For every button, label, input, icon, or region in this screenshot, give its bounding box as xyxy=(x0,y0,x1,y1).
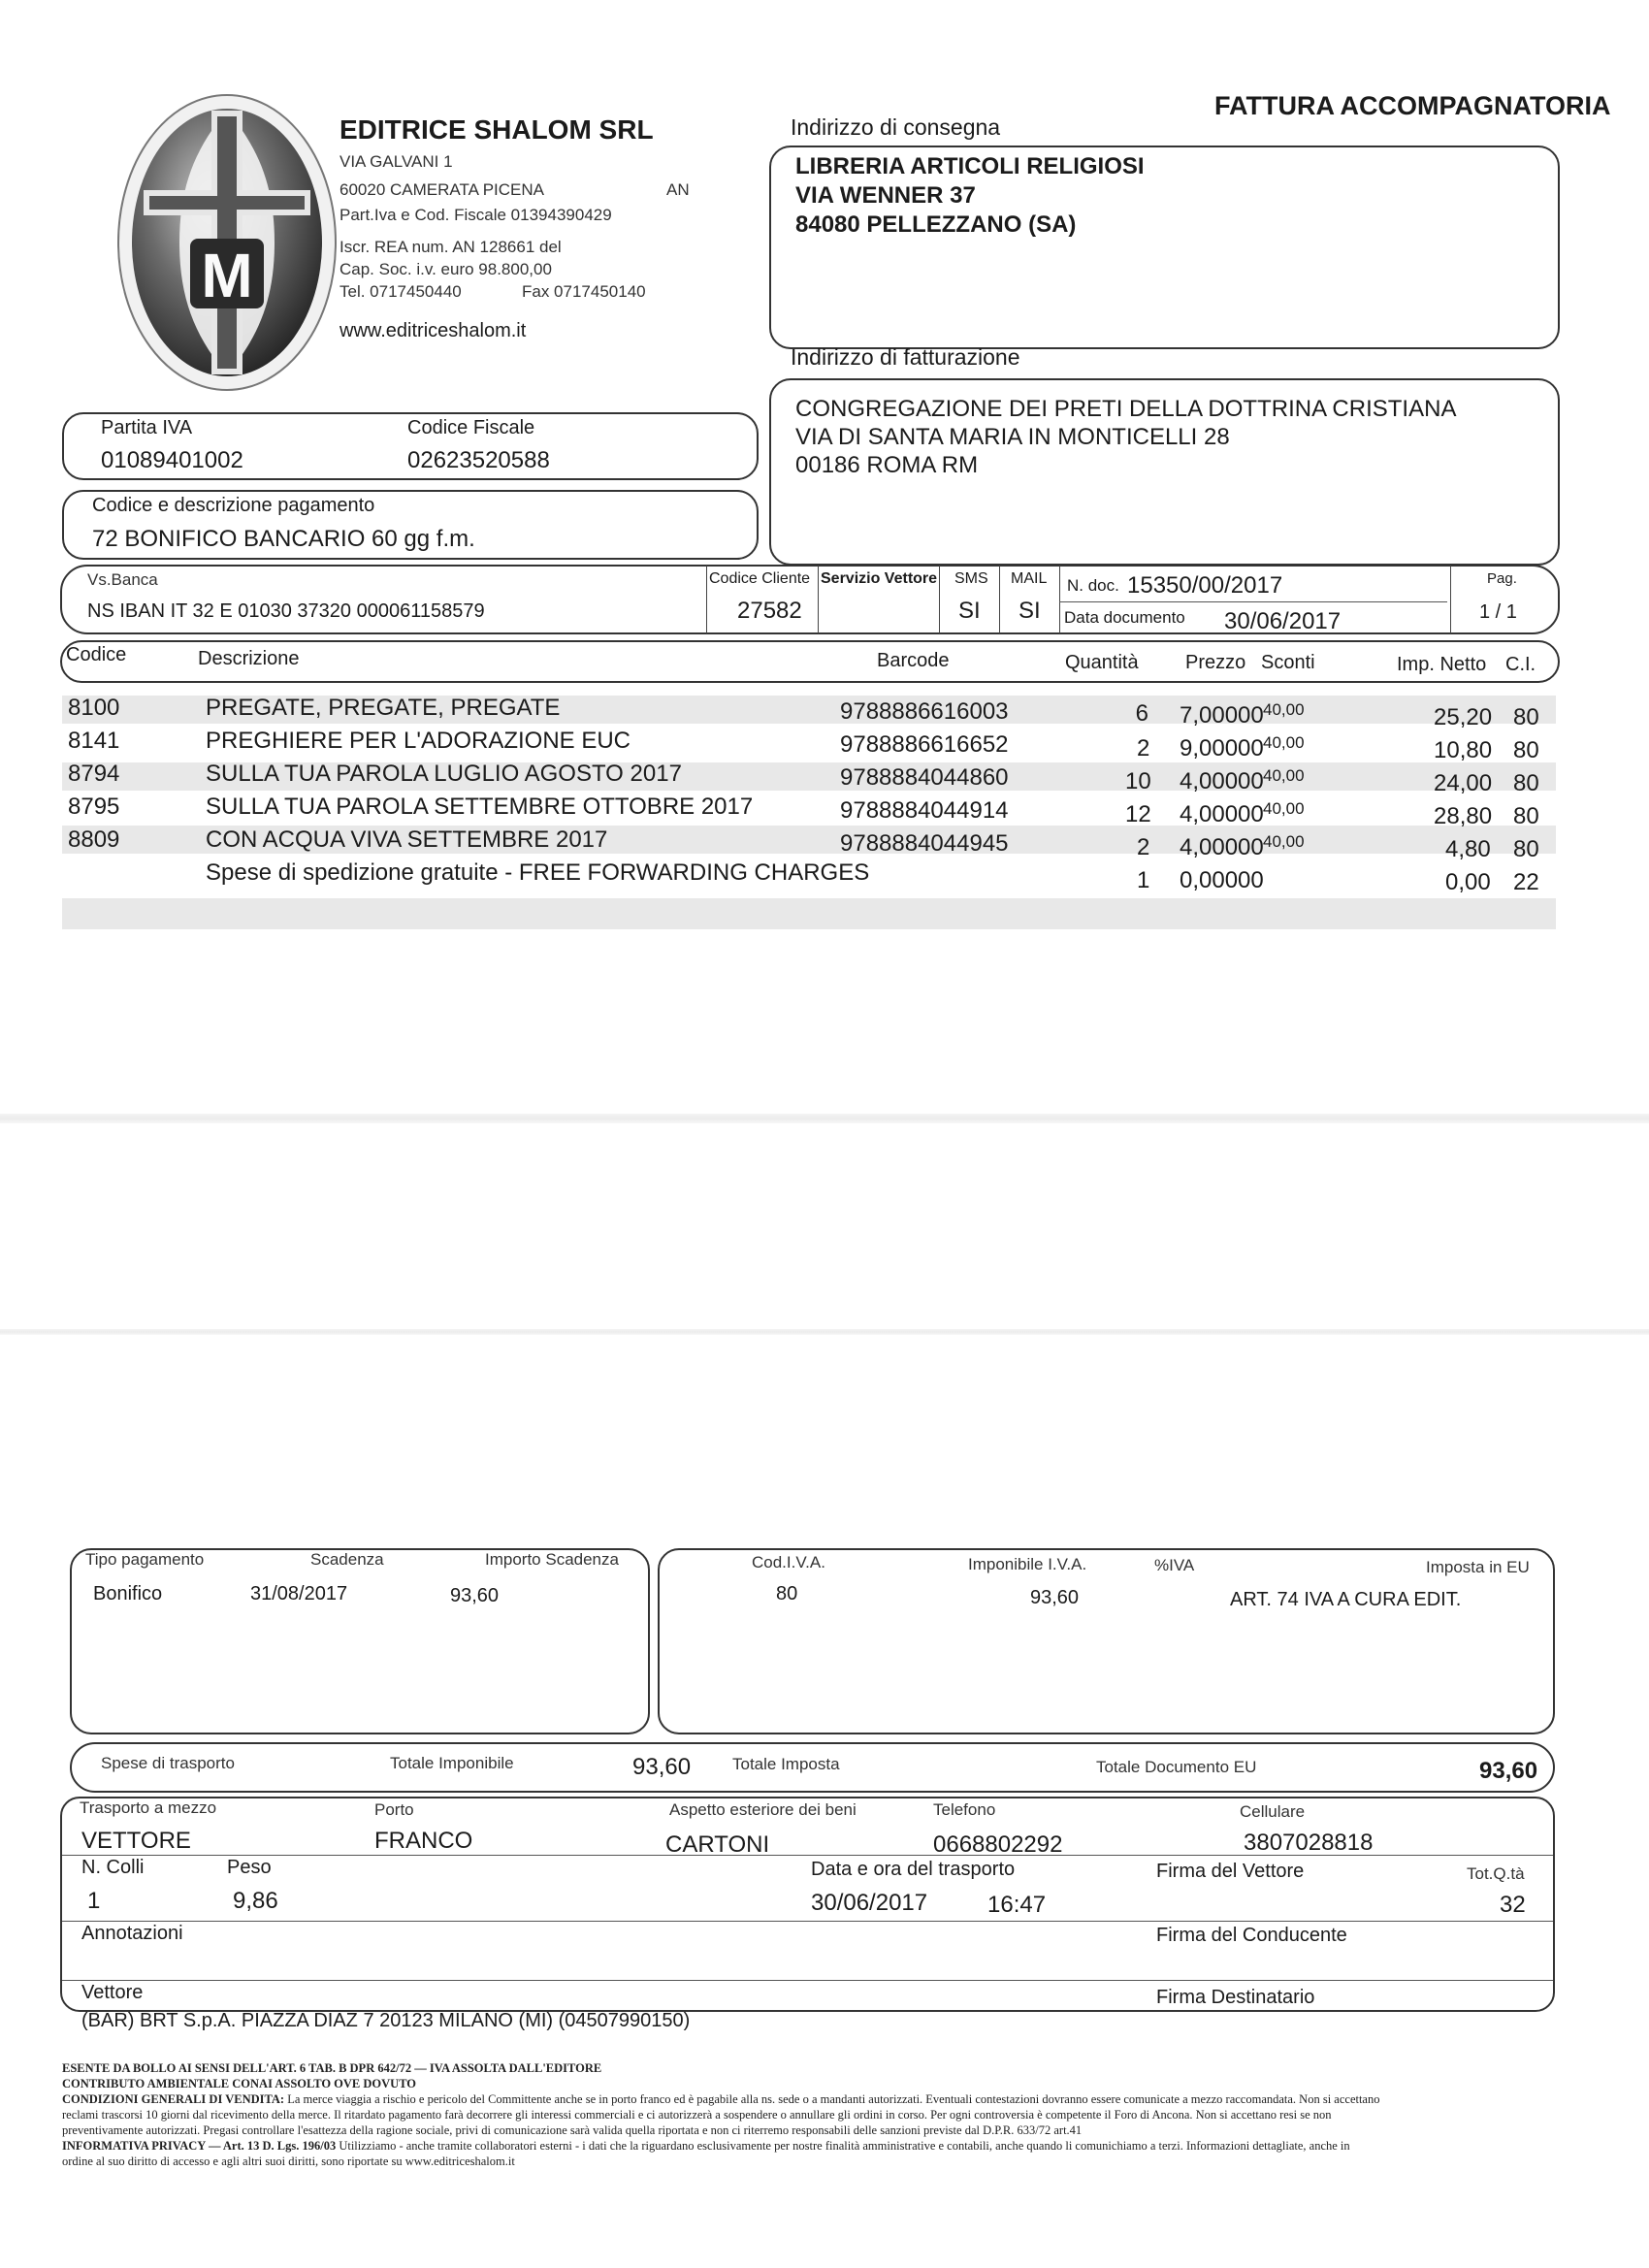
company-capital: Cap. Soc. i.v. euro 98.800,00 xyxy=(340,260,552,278)
item-prezzo: 4,00000 xyxy=(1180,801,1264,827)
disclaimer-conditions-3: preventivamente autorizzati. Pregasi controllare l'esattezza della ragione sociale, privi di comunicazione sarà valida quella riportata e non ci riterremo responsabili delle sanzioni previste dal D.P.R. 633/72 art.41 xyxy=(62,2123,1083,2137)
cod-iva-value: 80 xyxy=(776,1583,798,1604)
header-ci: C.I. xyxy=(1505,654,1536,675)
vettore-value: (BAR) BRT S.p.A. PIAZZA DIAZ 7 20123 MILANO (MI) (04507990150) xyxy=(81,2010,691,2031)
peso-label: Peso xyxy=(227,1857,272,1878)
scadenza-label: Scadenza xyxy=(310,1550,384,1569)
item-imp-netto: 24,00 xyxy=(1434,770,1493,796)
payment-summary-box xyxy=(70,1548,650,1734)
imposta-label: Imposta in EU xyxy=(1426,1558,1530,1576)
item-ci: 80 xyxy=(1513,737,1539,763)
company-phone: Tel. 0717450440 xyxy=(340,282,462,301)
item-sconti: 40,00 xyxy=(1263,766,1305,785)
iban-value: NS IBAN IT 32 E 01030 37320 000061158579 xyxy=(87,600,485,622)
firma-vettore-label: Firma del Vettore xyxy=(1156,1861,1305,1882)
header-sconti: Sconti xyxy=(1261,652,1315,673)
item-descrizione: Spese di spedizione gratuite - FREE FORWARDING CHARGES xyxy=(206,859,870,886)
logo-letter: M xyxy=(201,241,253,310)
disclaimer-conditions-2: reclami trascorsi 10 giorni dal ricevimento della merce. Il ritardato pagamento farà decorrere gli interessi commerciali e ci autorizzerà a sospendere o annullare gli ordini in corso. Per ogni controversia è competente il Foro di Ancona. Non si accettano resi se non xyxy=(62,2108,1332,2122)
data-trasporto-label: Data e ora del trasporto xyxy=(811,1859,1016,1880)
item-quantita: 2 xyxy=(1137,735,1150,761)
item-descrizione: PREGHIERE PER L'ADORAZIONE EUC xyxy=(206,728,630,754)
item-barcode: 9788884044945 xyxy=(840,830,1009,857)
perc-iva-label: %IVA xyxy=(1154,1556,1195,1574)
paper-crease xyxy=(0,1114,1649,1123)
item-codice: 8809 xyxy=(68,826,120,853)
importo-scadenza-value: 93,60 xyxy=(450,1585,500,1606)
colli-value: 1 xyxy=(87,1888,101,1914)
item-quantita: 10 xyxy=(1125,768,1151,794)
iva-summary-box xyxy=(658,1548,1555,1734)
doc-date-label: Data documento xyxy=(1064,608,1185,627)
totale-imponibile-label: Totale Imponibile xyxy=(390,1754,514,1772)
item-ci: 80 xyxy=(1513,770,1539,796)
cod-iva-label: Cod.I.V.A. xyxy=(752,1553,825,1571)
trasporto-mezzo-label: Trasporto a mezzo xyxy=(80,1798,217,1817)
item-imp-netto: 28,80 xyxy=(1434,803,1493,829)
totale-imponibile-value: 93,60 xyxy=(632,1754,692,1780)
item-codice: 8795 xyxy=(68,794,120,820)
document-type: FATTURA ACCOMPAGNATORIA xyxy=(1214,91,1611,120)
sms-label: SMS xyxy=(954,570,988,587)
vettore-label: Vettore xyxy=(81,1982,144,2003)
doc-date-value: 30/06/2017 xyxy=(1224,608,1342,634)
delivery-line-2: VIA WENNER 37 xyxy=(795,182,976,209)
importo-scadenza-label: Importo Scadenza xyxy=(485,1550,619,1569)
company-rea: Iscr. REA num. AN 128661 del xyxy=(340,238,562,256)
tipo-pagamento-label: Tipo pagamento xyxy=(85,1550,205,1569)
item-ci: 80 xyxy=(1513,836,1539,862)
payment-label: Codice e descrizione pagamento xyxy=(92,495,375,516)
item-sconti: 40,00 xyxy=(1263,733,1305,752)
imponibile-label: Imponibile I.V.A. xyxy=(968,1555,1087,1573)
spese-trasporto-label: Spese di trasporto xyxy=(101,1754,235,1772)
company-website: www.editriceshalom.it xyxy=(340,320,527,341)
disclaimer-privacy-1 xyxy=(62,2138,1575,2154)
item-sconti: 40,00 xyxy=(1263,700,1305,719)
tot-qta-value: 32 xyxy=(1500,1892,1526,1918)
telefono-label: Telefono xyxy=(933,1800,996,1819)
item-descrizione: PREGATE, PREGATE, PREGATE xyxy=(206,695,561,721)
item-descrizione: SULLA TUA PAROLA LUGLIO AGOSTO 2017 xyxy=(206,761,682,787)
header-codice: Codice xyxy=(66,644,127,665)
ora-trasporto-value: 16:47 xyxy=(987,1892,1047,1918)
row-band xyxy=(62,898,1556,929)
cellulare-value: 3807028818 xyxy=(1244,1830,1374,1856)
item-ci: 80 xyxy=(1513,803,1539,829)
page-label: Pag. xyxy=(1487,570,1517,587)
mail-value: SI xyxy=(1018,598,1041,624)
bank-label: Vs.Banca xyxy=(87,570,158,589)
peso-value: 9,86 xyxy=(233,1888,278,1914)
item-sconti: 40,00 xyxy=(1263,799,1305,818)
annotazioni-label: Annotazioni xyxy=(81,1923,183,1944)
item-codice: 8100 xyxy=(68,695,120,721)
item-barcode: 9788884044860 xyxy=(840,764,1009,791)
company-fax: Fax 0717450140 xyxy=(522,282,646,301)
data-trasporto-value: 30/06/2017 xyxy=(811,1890,928,1916)
item-prezzo: 4,00000 xyxy=(1180,834,1264,860)
logo-shield-icon xyxy=(114,91,340,394)
porto-label: Porto xyxy=(374,1800,414,1819)
company-address: VIA GALVANI 1 xyxy=(340,152,453,171)
company-vat: Part.Iva e Cod. Fiscale 01394390429 xyxy=(340,206,612,224)
cf-value: 02623520588 xyxy=(407,447,550,473)
company-city: 60020 CAMERATA PICENA xyxy=(340,180,545,199)
disclaimer-privacy-2: ordine al suo diritto di accesso e agli altri suoi diritti, sono riportate su www.editriceshalom.it xyxy=(62,2155,515,2168)
telefono-value: 0668802292 xyxy=(933,1831,1063,1858)
totale-imposta-label: Totale Imposta xyxy=(732,1755,840,1773)
firma-conducente-label: Firma del Conducente xyxy=(1156,1925,1347,1946)
piva-value: 01089401002 xyxy=(101,447,243,473)
item-quantita: 1 xyxy=(1137,867,1150,893)
cliente-value: 27582 xyxy=(737,598,802,624)
item-imp-netto: 4,80 xyxy=(1445,836,1491,862)
ndoc-label: N. doc. xyxy=(1067,576,1119,595)
delivery-line-1: LIBRERIA ARTICOLI RELIGIOSI xyxy=(795,153,1145,179)
scadenza-value: 31/08/2017 xyxy=(250,1583,348,1604)
item-quantita: 6 xyxy=(1135,700,1148,727)
company-logo xyxy=(114,91,340,394)
payment-value: 72 BONIFICO BANCARIO 60 gg f.m. xyxy=(92,526,475,552)
piva-label: Partita IVA xyxy=(101,417,193,438)
trasporto-mezzo-value: VETTORE xyxy=(81,1828,191,1854)
disclaimer-conditions-1 xyxy=(62,2091,1575,2107)
ndoc-value: 15350/00/2017 xyxy=(1127,572,1283,599)
item-prezzo: 4,00000 xyxy=(1180,768,1264,794)
disclaimer-conditions-text: La merce viaggia a rischio e pericolo del Committente anche se in porto franco ed è pagabile alla ns. sede o a mandanti autorizzati. Eventuali contestazioni dovranno essere comunicate a mezzo raccomandata. Non si accettano xyxy=(284,2092,1380,2106)
item-barcode: 9788886616003 xyxy=(840,698,1009,725)
perc-iva-value: ART. 74 IVA A CURA EDIT. xyxy=(1230,1589,1462,1610)
porto-value: FRANCO xyxy=(374,1828,473,1854)
billing-line-3: 00186 ROMA RM xyxy=(795,452,979,478)
header-prezzo: Prezzo xyxy=(1185,652,1246,673)
totale-documento-value: 93,60 xyxy=(1479,1758,1538,1784)
item-quantita: 12 xyxy=(1125,801,1151,827)
billing-label: Indirizzo di fatturazione xyxy=(791,344,1020,370)
firma-destinatario-label: Firma Destinatario xyxy=(1156,1987,1315,2008)
cellulare-label: Cellulare xyxy=(1240,1802,1306,1821)
item-imp-netto: 10,80 xyxy=(1434,737,1493,763)
paper-crease xyxy=(0,1329,1649,1335)
item-imp-netto: 25,20 xyxy=(1434,704,1493,730)
item-prezzo: 0,00000 xyxy=(1180,867,1264,893)
item-codice: 8141 xyxy=(68,728,120,754)
item-barcode: 9788886616652 xyxy=(840,731,1009,758)
delivery-line-3: 84080 PELLEZZANO (SA) xyxy=(795,211,1077,238)
mail-label: MAIL xyxy=(1011,570,1048,587)
delivery-label: Indirizzo di consegna xyxy=(791,114,1001,140)
imponibile-value: 93,60 xyxy=(1030,1587,1080,1608)
vettore-service-label: Servizio Vettore xyxy=(821,570,938,587)
tipo-pagamento-value: Bonifico xyxy=(93,1583,163,1604)
company-province: AN xyxy=(666,180,690,199)
tot-qta-label: Tot.Q.tà xyxy=(1467,1864,1525,1883)
item-descrizione: CON ACQUA VIVA SETTEMBRE 2017 xyxy=(206,826,608,853)
aspetto-value: CARTONI xyxy=(665,1831,770,1858)
item-descrizione: SULLA TUA PAROLA SETTEMBRE OTTOBRE 2017 xyxy=(206,794,754,820)
disclaimer-conditions-title: CONDIZIONI GENERALI DI VENDITA: xyxy=(62,2092,285,2106)
disclaimer-privacy-text: Utilizziamo - anche tramite collaboratori esterni - i dati che la riguardano esclusivamente per nostre finalità amministrative e contabili, anche quando li comunichiamo a terzi. Informazioni dettagliate, anche in xyxy=(336,2139,1350,2153)
item-ci: 22 xyxy=(1513,869,1539,895)
page-value: 1 / 1 xyxy=(1479,601,1517,623)
aspetto-label: Aspetto esteriore dei beni xyxy=(669,1800,857,1819)
header-imp-netto: Imp. Netto xyxy=(1397,654,1487,675)
disclaimer-privacy-title: INFORMATIVA PRIVACY — Art. 13 D. Lgs. 196/03 xyxy=(62,2139,337,2153)
billing-line-1: CONGREGAZIONE DEI PRETI DELLA DOTTRINA CRISTIANA xyxy=(795,396,1457,422)
company-name: EDITRICE SHALOM SRL xyxy=(340,114,654,145)
cf-label: Codice Fiscale xyxy=(407,417,535,438)
totale-documento-label: Totale Documento EU xyxy=(1096,1758,1257,1776)
item-prezzo: 7,00000 xyxy=(1180,702,1264,729)
item-sconti: 40,00 xyxy=(1263,832,1305,851)
item-imp-netto: 0,00 xyxy=(1445,869,1491,895)
sms-value: SI xyxy=(958,598,981,624)
disclaimer-bollo: ESENTE DA BOLLO AI SENSI DELL'ART. 6 TAB. B DPR 642/72 — IVA ASSOLTA DALL'EDITORE xyxy=(62,2061,602,2075)
item-prezzo: 9,00000 xyxy=(1180,735,1264,761)
item-codice: 8794 xyxy=(68,761,120,787)
item-quantita: 2 xyxy=(1137,834,1150,860)
item-ci: 80 xyxy=(1513,704,1539,730)
header-descrizione: Descrizione xyxy=(198,648,300,669)
header-barcode: Barcode xyxy=(877,650,950,671)
billing-line-2: VIA DI SANTA MARIA IN MONTICELLI 28 xyxy=(795,424,1230,450)
cliente-label: Codice Cliente xyxy=(709,570,811,587)
colli-label: N. Colli xyxy=(81,1857,145,1878)
disclaimer-conai: CONTRIBUTO AMBIENTALE CONAI ASSOLTO OVE DOVUTO xyxy=(62,2077,417,2090)
header-quantita: Quantità xyxy=(1065,652,1139,673)
item-barcode: 9788884044914 xyxy=(840,797,1009,824)
